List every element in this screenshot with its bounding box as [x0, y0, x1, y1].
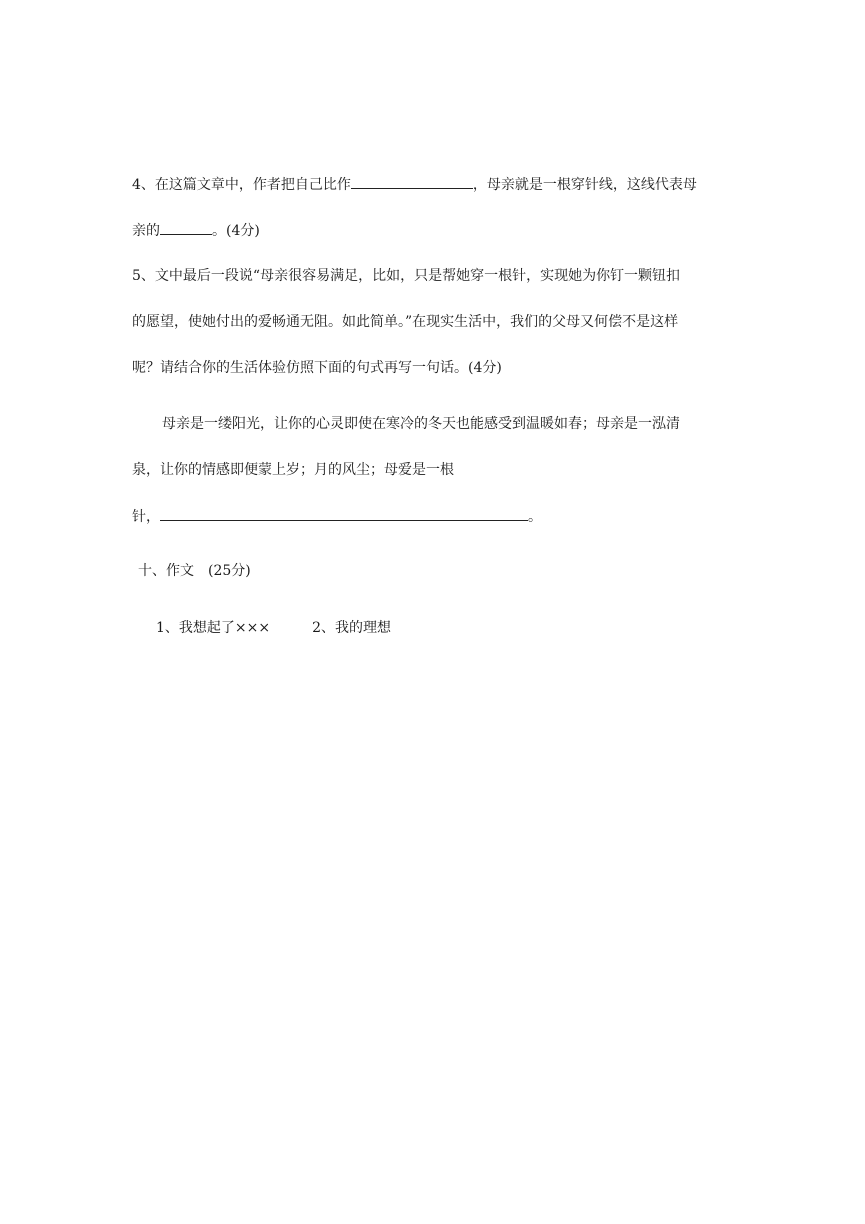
composition-option-2: 2、我的理想 — [312, 620, 392, 636]
example-line-1: 母亲是一缕阳光，让你的心灵即使在寒冷的冬天也能感受到温暖如春；母亲是一泓清 — [162, 416, 680, 432]
question-4-text-b: ，母亲就是一根穿针线，这线代表母 — [472, 177, 697, 193]
question-4-line-1 — [132, 174, 697, 195]
section-10-heading: 十、作文 (25分) — [138, 563, 251, 579]
answer-blank-self-comparison[interactable] — [351, 174, 473, 189]
example-line-2: 泉，让你的情感即便蒙上岁；月的风尘；母爱是一根 — [132, 462, 454, 478]
question-5-line-1: 5、文中最后一段说“母亲很容易满足，比如，只是帮她穿一根针，实现她为你钉一颗钮扣 — [132, 268, 681, 284]
question-5-line-3: 呢？请结合你的生活体验仿照下面的句式再写一句话。(4分) — [132, 360, 502, 376]
composition-option-1: 1、我想起了××× — [156, 620, 271, 636]
question-4-text-c: 亲的 — [132, 223, 160, 239]
example-line-3-suffix: 。 — [528, 509, 542, 525]
answer-blank-thread-meaning[interactable] — [160, 220, 212, 235]
question-5-line-2: 的愿望，使她付出的爱畅通无阻。如此简单。”在现实生活中，我们的父母又何偿不是这样 — [132, 314, 679, 330]
composition-options — [156, 618, 391, 638]
example-line-3 — [132, 506, 542, 527]
answer-blank-imitation-sentence[interactable] — [160, 506, 528, 521]
question-4-text-d: 。(4分) — [212, 223, 260, 239]
example-line-3-prefix: 针， — [132, 509, 160, 525]
question-4-line-2 — [132, 220, 260, 241]
question-4-text-a: 4、在这篇文章中，作者把自己比作 — [132, 177, 351, 193]
